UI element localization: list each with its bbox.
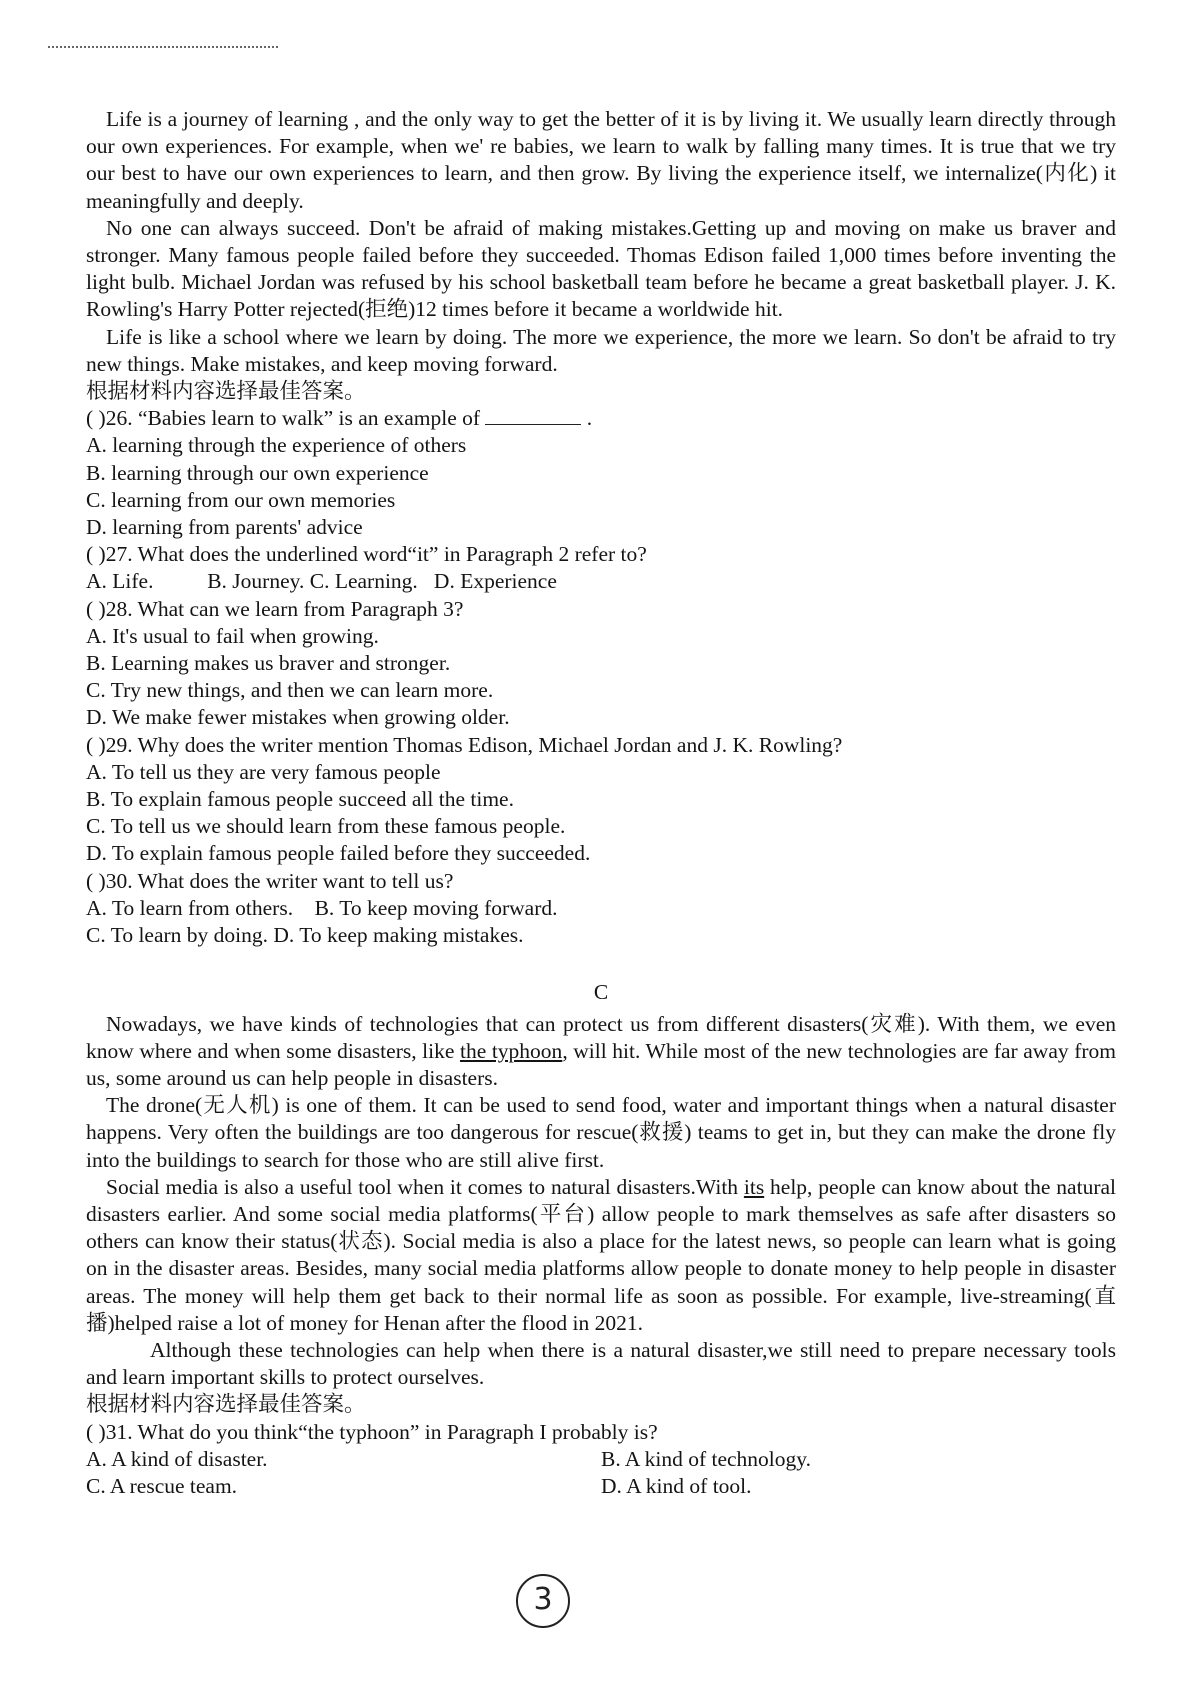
underlined-its: its bbox=[743, 1174, 765, 1199]
option-26-b: B. learning through our own experience bbox=[86, 460, 429, 485]
question-27: ( )27. What does the underlined word“it” in Paragraph 2 refer to? bbox=[86, 542, 647, 567]
passage-c-p1-start: Nowadays, we have kinds of technologies that can protect us from different disasters(灾难). With them, we even know where and when some disasters, like bbox=[86, 1011, 1116, 1063]
answer-blank bbox=[485, 406, 581, 425]
passage-b-paragraph-1: Life is a journey of learning , and the only way to get the better of it is by living it. We usually learn directly through our own experiences. For example, when we' re babies, we learn to walk by falling many times. It is true that we try our best to have our own experiences to learn, and then grow. By living the experience itself, we internalize(内化) it meaningfully and deeply. bbox=[86, 107, 1116, 213]
question-28: ( )28. What can we learn from Paragraph 3? bbox=[86, 596, 464, 621]
option-26-a: A. learning through the experience of others bbox=[86, 433, 467, 458]
option-26-d: D. learning from parents' advice bbox=[86, 515, 363, 540]
question-29: ( )29. Why does the writer mention Thomas Edison, Michael Jordan and J. K. Rowling? bbox=[86, 732, 843, 757]
options-27: A. Life. B. Journey. C. Learning. D. Experience bbox=[86, 569, 557, 594]
question-26 bbox=[86, 405, 1116, 432]
option-29-c: C. To tell us we should learn from these famous people. bbox=[86, 814, 566, 839]
option-29-a: A. To tell us they are very famous people bbox=[86, 759, 441, 784]
option-26-c: C. learning from our own memories bbox=[86, 487, 396, 512]
passage-c-paragraph-3 bbox=[86, 1174, 1116, 1337]
passage-c-p3-end: help, people can know about the natural disasters earlier. And some social media platforms(平台) allow people to mark themselves as safe after disasters so others can know their status(状态). Social media is also a place for the latest news, so people can learn what is going on in the disaster areas. Besides, many social media platforms allow people to donate money to help people in disaster areas. The money will help them get back to their normal life as soon as possible. For example, live-streaming(直播)helped raise a lot of money for Henan after the flood in 2021. bbox=[86, 1174, 1116, 1335]
options-30-cd: C. To learn by doing. D. To keep making mistakes. bbox=[86, 923, 524, 948]
passage-c-paragraph-4: Although these technologies can help when there is a natural disaster,we still need to prepare necessary tools and learn important skills to protect ourselves. bbox=[86, 1337, 1116, 1390]
passage-b-paragraph-3: Life is like a school where we learn by doing. The more we experience, the more we learn. So don't be afraid to try new things. Make mistakes, and keep moving forward. bbox=[86, 324, 1116, 376]
question-26-stem: ( )26. “Babies learn to walk” is an example of bbox=[86, 406, 481, 431]
option-31-c: C. A rescue team. bbox=[86, 1473, 238, 1498]
top-dotted-rule bbox=[48, 46, 278, 48]
options-31-row-1 bbox=[86, 1446, 1116, 1473]
option-28-a: A. It's usual to fail when growing. bbox=[86, 623, 379, 648]
passage-c-p3-start: Social media is also a useful tool when it comes to natural disasters.With bbox=[106, 1174, 744, 1199]
question-31: ( )31. What do you think“the typhoon” in Paragraph I probably is? bbox=[86, 1419, 658, 1444]
passage-c-paragraph-2: The drone(无人机) is one of them. It can be used to send food, water and important things when a natural disaster happens. Very often the buildings are too dangerous for rescue(救援) teams to get in, but they can make the drone fly into the buildings to search for those who are still alive first. bbox=[86, 1093, 1116, 1172]
section-c-heading: C bbox=[593, 980, 609, 1005]
underlined-the-typhoon: the typhoon bbox=[459, 1038, 563, 1063]
passage-b-instruction: 根据材料内容选择最佳答案。 bbox=[86, 379, 366, 404]
option-31-b: B. A kind of technology. bbox=[601, 1446, 812, 1471]
option-28-d: D. We make fewer mistakes when growing older. bbox=[86, 705, 510, 730]
option-29-d: D. To explain famous people failed before they succeeded. bbox=[86, 841, 591, 866]
option-28-c: C. Try new things, and then we can learn more. bbox=[86, 678, 494, 703]
question-26-stem-end: . bbox=[581, 406, 593, 431]
passage-c-p1-end: , will hit. While most of the new technologies are far away from us, some around us can help people in disasters. bbox=[86, 1038, 1116, 1090]
passage-b-paragraph-2: No one can always succeed. Don't be afraid of making mistakes.Getting up and moving on make us braver and stronger. Many famous people failed before they succeeded. Thomas Edison failed 1,000 times before inventing the light bulb. Michael Jordan was refused by his school basketball team before he became a great basketball player. J. K. Rowling's Harry Potter rejected(拒绝)12 times before it became a worldwide hit. bbox=[86, 215, 1116, 322]
options-31-row-2 bbox=[86, 1473, 1116, 1500]
option-31-a: A. A kind of disaster. bbox=[86, 1446, 268, 1471]
options-30-ab: A. To learn from others. B. To keep moving forward. bbox=[86, 895, 558, 920]
question-30: ( )30. What does the writer want to tell us? bbox=[86, 868, 454, 893]
option-29-b: B. To explain famous people succeed all the time. bbox=[86, 787, 514, 812]
passage-c-paragraph-1 bbox=[86, 1011, 1116, 1093]
page-content bbox=[86, 106, 1116, 1500]
option-31-d: D. A kind of tool. bbox=[601, 1473, 752, 1498]
option-28-b: B. Learning makes us braver and stronger. bbox=[86, 651, 451, 676]
passage-c-instruction: 根据材料内容选择最佳答案。 bbox=[86, 1392, 366, 1417]
page-number-circle: 3 bbox=[516, 1574, 570, 1628]
